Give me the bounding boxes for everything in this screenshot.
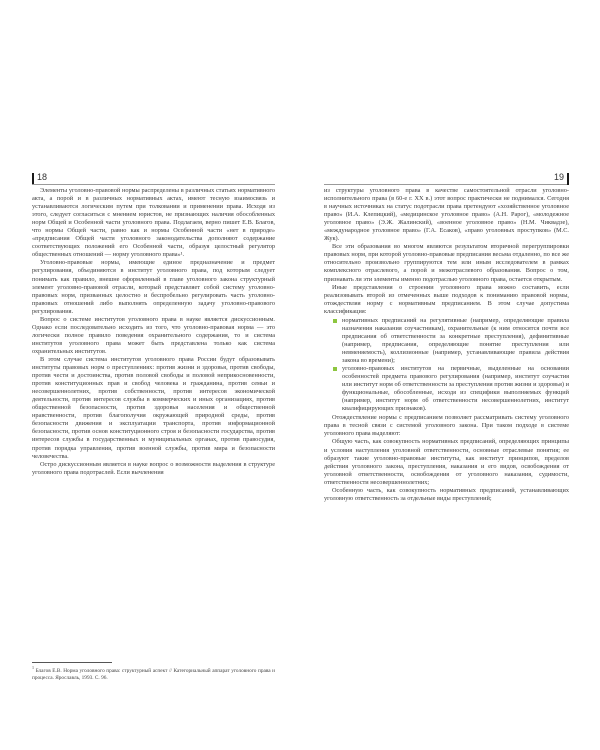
header-rule: [32, 184, 275, 185]
list-item-text: уголовно-правовых институтов на первичные, выделенные на основании особенностей предмета правового регулирования (например, институт соучастия или институт норм об ответственности за преступления против жизни и здоровья) и функциональные, обособленные, исходя из специфики выполняемых функций (например, институт норм об ответственности несовершеннолетних, институт квалифицирующих признаков).: [342, 365, 569, 413]
header-rule: [324, 184, 569, 185]
list-item: [342, 317, 569, 365]
right-text-column: [324, 187, 569, 503]
page-number: 18: [37, 172, 48, 182]
paragraph: Уголовно-правовые нормы, имеющие единое предназначение и предмет регулирования, объединяются в институт уголовного права, под которым следует понимать как правило, внешне оформленный в главе уголовного закона структурный элемент уголовно-правовой отрасли, который представляет собой систему уголовно-правовых норм, призванных целостно и беспробельно регулировать часть уголовно-правовых отношений либо выполнять определенную задачу уголовно-правового регулирования.: [32, 259, 275, 315]
page-number: 19: [554, 172, 565, 182]
footnote-rule: [32, 662, 112, 663]
folio-marker: [567, 173, 569, 185]
paragraph: Особенную часть, как совокупность нормативных предписаний, устанавливающих уголовную ответственность за отдельные виды преступлений;: [324, 486, 569, 502]
paragraph: Элементы уголовно-правовой нормы распределены в различных статьях нормативного акта, а порой и в различных нормативных актах, имеют тесную взаимосвязь и устанавливаются логическим путем при толковании и применении права. Исходя из этого, следует согласиться с мнением юристов, не признающих наличия обособленных норм Общей и Особенной части уголовного права. Подлагаем, верно пишет Е.В. Благов, что нормы Общей части, равно как и нормы Особенной части «нет в природе» «предписания Общей части уголовного законодательства дополняют содержание соответствующих положений его Особенной части, образуя целостный регулятор общественных отношений — норму уголовного права»¹.: [32, 187, 275, 259]
classification-list: [324, 317, 569, 414]
paragraph: В этом случае система институтов уголовного права России будут образовывать институты правовых норм о преступлениях: против жизни и здоровья, против свободы, против чести и достоинства, против половой свободы и половой неприкосновенности, против конституционных прав и свобод человека и гражданина, против семьи и несовершеннолетних, против собственности, против интересов экономической деятельности, против интересов службы в коммерческих и иных организациях, против общественной безопасности, против здоровья населения и общественной нравственности, против благополучия окружающей природной среды, против безопасности движения и эксплуатации транспорта, против информационной безопасности, против основ конституционного строя и безопасности государства, против интересов службы в государственных и муниципальных органах, против правосудия, против порядка управления, против военной службы, против мира и безопасности человечества.: [32, 355, 275, 460]
footnote-marker: 1: [32, 665, 34, 670]
bullet-icon: [333, 319, 337, 323]
list-item: [342, 365, 569, 413]
left-text-column: [32, 187, 275, 477]
paragraph: Иные представления о строении уголовного права можно составить, если реализовывать второй из отмеченных выше подходов к пониманию правовой нормы, отождествляя норму с нормативным предписанием. В этом случае допустима классификация:: [324, 283, 569, 315]
paragraph: из структуры уголовного права в качестве самостоятельной отрасли уголовно-исполнительного права (в 60-е г. XX в.) этот вопрос практически не поднимался. Сегодня в научных источниках на статус подотрасли права претендуют «хозяйственное уголовное право» (И.А. Клепицкий), «медицинское уголовное право» (А.Н. Рарог), «молодежное уголовное право» (Э.Ж. Жалинский), «военное уголовное право» (Н.М. Чиквадзе), «международное уголовное право» (Г.А. Есаков), «право уголовных проступков» (М.С. Жук).: [324, 187, 569, 243]
list-item-text: нормативных предписаний на регулятивные (например, определяющие правила назначения наказания соучастникам), охранительные (к ним относятся почти все предписания об ответственности за конкретные преступления), дефинитивные (например, предписания, определяющие понятие преступления или невменяемость), коллизионные (например, устанавливающие правила действия закона во времени);: [342, 316, 569, 364]
paragraph: Все эти образования во многом являются результатом вторичной перегруппировки правовых норм, при которой уголовно-правовые предписания весьма отдаленно, по все же относительно произвольно группируются тем или иным исследователем в рамках комплексного отраслевого, а порой и межотраслевого образования. Вопрос о том, признавать ли эти элементы именно подотраслью уголовного права, остается открытым.: [324, 243, 569, 283]
footnote-text: Благов Е.В. Норма уголовного права: структурный аспект // Категориальный аппарат уголовного права и процесса. Ярославль, 1993. С. 96.: [32, 667, 276, 681]
paragraph: Общую часть, как совокупность нормативных предписаний, определяющих принципы и условия наступления уголовной ответственности, основные отраслевые понятия; ее образуют такие уголовно-правовые институты, как институт принципов, пределов действия уголовного закона, преступления, наказания и его видов, освобождения от уголовной ответственности, освобождения от уголовного наказания, судимости, ответственности несовершеннолетних;: [324, 438, 569, 486]
paragraph: Вопрос о системе институтов уголовного права в науке является дискуссионным. Однако если последовательно исходить из того, что уголовно-правовая норма — это логически полное правило поведения охранительного содержания, то и система институтов уголовного права может быть представлена только как система охранительных институтов.: [32, 315, 275, 355]
paragraph: Остро дискуссионным является в науке вопрос о возможности выделения в структуре уголовного права подотраслей. Если вычленения: [32, 460, 275, 476]
footnote: [32, 665, 275, 681]
bullet-icon: [333, 367, 337, 371]
paragraph: Отождествление нормы с предписанием позволяет рассматривать систему уголовного права в тесной связи с системой уголовного закона. При таком подходе в системе уголовного права выделяют:: [324, 414, 569, 438]
right-page: [300, 0, 600, 750]
